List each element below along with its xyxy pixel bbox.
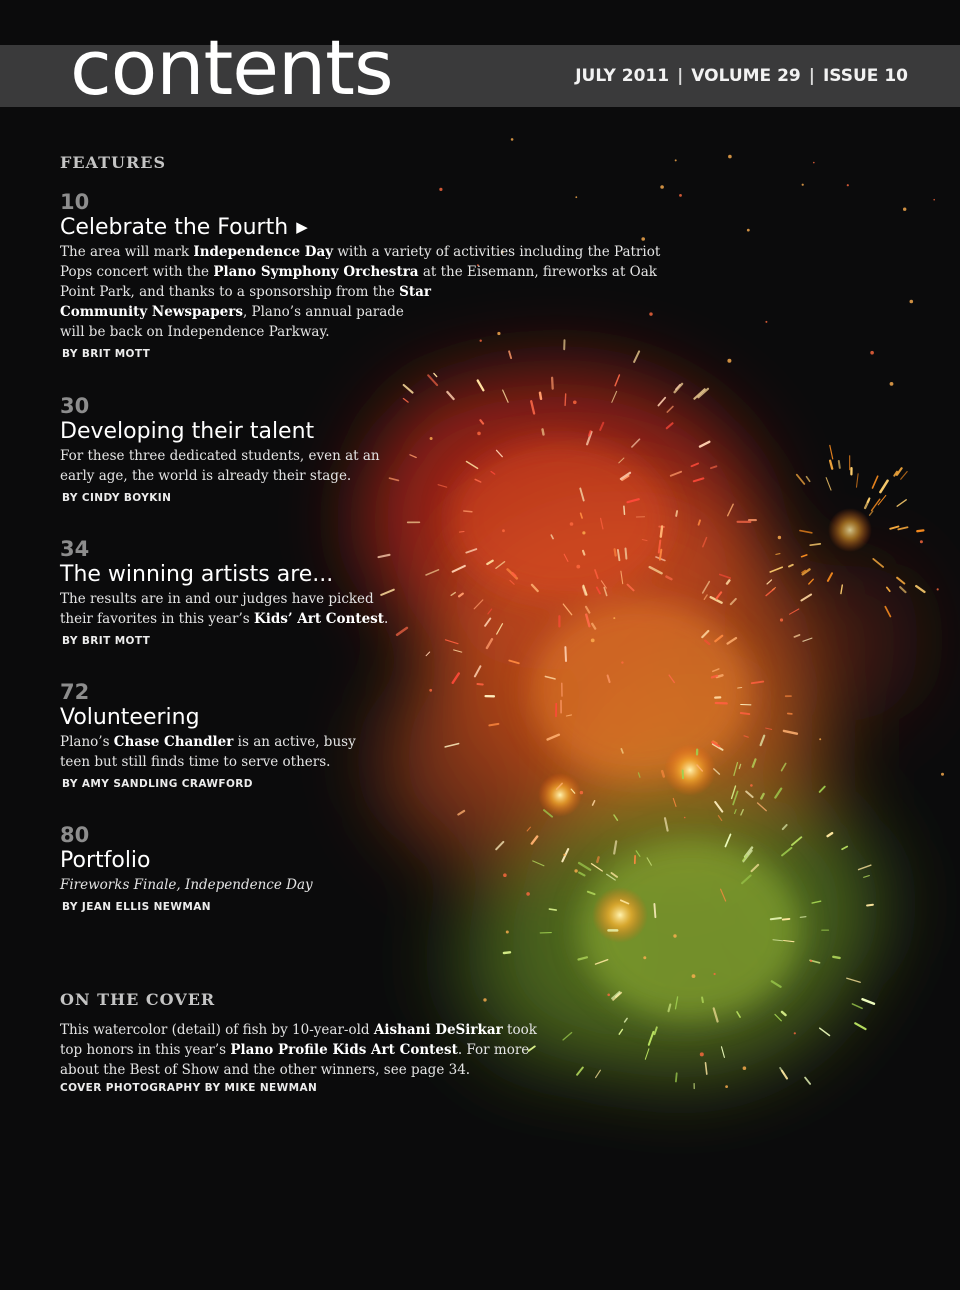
ember-dot [502, 529, 505, 532]
ember-dot [819, 738, 821, 740]
page-number: 80 [60, 823, 90, 847]
feature-title-link[interactable]: Developing their talent [60, 419, 315, 444]
cover-heading: ON THE COVER [60, 990, 216, 1009]
ember-dot [526, 892, 530, 896]
feature-entry[interactable] [60, 823, 313, 913]
ember-dot [573, 401, 577, 405]
firework-spark [890, 527, 898, 529]
firework-spark [675, 384, 683, 392]
firework-spark [916, 586, 924, 592]
ember-dot [483, 998, 486, 1001]
firework-spark [676, 1073, 677, 1081]
ember-dot [847, 184, 849, 186]
ember-dot [580, 791, 583, 794]
ember-dot [607, 994, 610, 997]
ember-dot [429, 689, 432, 692]
ember-dot [813, 162, 815, 164]
issue-month: JULY 2011 [575, 66, 670, 86]
firework-spark [776, 554, 780, 555]
ember-dot [870, 351, 874, 355]
feature-description: Plano’s Chase Chandler is an active, busy teen but still finds time to serve others. [60, 734, 356, 770]
ember-dot [750, 784, 753, 787]
firework-spark [660, 550, 661, 560]
page-number: 34 [60, 537, 90, 561]
ember-dot [684, 817, 686, 819]
firework-spark [583, 551, 584, 555]
firework-spark [738, 688, 742, 689]
ember-dot [621, 661, 623, 663]
ember-dot [941, 773, 944, 776]
firework-spark [863, 999, 875, 1004]
play-arrow-icon[interactable]: ▶ [296, 218, 308, 236]
ember-dot [890, 382, 894, 386]
cover-note [60, 1019, 537, 1094]
firework-spark [783, 919, 790, 920]
firework-spark [460, 532, 465, 533]
cover-credit: COVER PHOTOGRAPHY BY MIKE NEWMAN [60, 1082, 318, 1094]
firework-spark [867, 905, 873, 906]
page-number: 72 [60, 680, 90, 704]
firework-spark [565, 647, 566, 661]
feature-title-link[interactable]: The winning artists are... [60, 562, 334, 587]
firework-spark [676, 511, 677, 516]
feature-title-link[interactable]: Volunteering [60, 705, 200, 730]
firework-spark [805, 1078, 810, 1084]
feature-byline: BY BRIT MOTT [62, 635, 151, 647]
ember-dot [700, 1052, 704, 1056]
issue-number: ISSUE 10 [822, 66, 908, 86]
issue-info [575, 66, 908, 86]
firework-spark [577, 1068, 583, 1075]
ember-dot [643, 956, 646, 959]
feature-description: The area will mark Independence Day with a variety of activities including the Patriot Pops concert with the Plano Symphony Orchestra at the Eisemann, fireworks at Oak Point Park, and thanks to a sponsorship from the Star Community Newspapers, Plano’s annual parade will be back on Independence Parkway. [60, 244, 661, 340]
firework-spark [426, 652, 430, 656]
firework-spark [830, 461, 832, 469]
firework-spark [800, 531, 812, 533]
ember-dot [591, 639, 595, 643]
firework-spark [820, 1028, 830, 1035]
firework-spark [434, 373, 437, 376]
firework-spark [699, 520, 700, 524]
issue-separator: | [677, 66, 684, 86]
feature-entry[interactable] [60, 394, 380, 504]
issue-separator: | [808, 66, 815, 86]
firework-spark [802, 555, 807, 557]
firework-spark [771, 918, 781, 919]
feature-entry[interactable] [60, 190, 660, 360]
firework-spark [800, 917, 806, 918]
ember-dot [574, 869, 577, 872]
feature-byline: BY CINDY BOYKIN [62, 492, 172, 504]
ember-dot [613, 617, 615, 619]
firework-spark [626, 549, 627, 559]
ember-dot [933, 199, 935, 201]
firework-spark [404, 385, 413, 393]
firework-spark [839, 461, 840, 468]
ember-dot [714, 973, 716, 975]
firework-spark [596, 1070, 601, 1077]
firework-spark [540, 393, 541, 399]
ember-dot [727, 359, 731, 363]
firework-spark [807, 477, 810, 482]
ember-dot [660, 185, 664, 189]
firework-spark [403, 399, 408, 403]
firework-spark [565, 394, 566, 406]
ember-dot [802, 184, 804, 186]
ember-dot [430, 437, 433, 440]
firework-spark [855, 1023, 865, 1029]
firework-spark [549, 909, 556, 910]
page-number: 30 [60, 394, 90, 418]
firework-spark [880, 481, 887, 492]
firework-spark [741, 713, 750, 714]
ember-dot [570, 522, 574, 526]
ember-dot [725, 1085, 728, 1088]
firework-spark [428, 375, 437, 385]
ember-dot [477, 432, 481, 436]
ember-dot [673, 934, 676, 937]
firework-spark [917, 530, 923, 531]
firework-spark [898, 527, 907, 529]
ember-dot [563, 854, 565, 856]
firework-spark [833, 957, 839, 958]
firework-spark [552, 378, 553, 389]
ember-dot [728, 155, 732, 159]
ember-dot [692, 974, 696, 978]
firework-spark [654, 904, 655, 917]
ember-dot [747, 229, 750, 232]
ember-dot [511, 138, 514, 141]
firework-spark [797, 475, 805, 484]
ember-dot [920, 540, 923, 543]
page-title: contents [70, 23, 393, 112]
firework-spark [712, 676, 717, 678]
feature-byline: BY AMY SANDLING CRAWFORD [62, 778, 253, 790]
firework-spark [901, 472, 907, 480]
ember-dot [506, 931, 509, 934]
feature-entry[interactable] [60, 537, 388, 647]
ember-dot [503, 873, 507, 877]
ember-dot [780, 618, 783, 621]
page-number: 10 [60, 190, 90, 214]
feature-byline: BY JEAN ELLIS NEWMAN [62, 901, 211, 913]
ember-dot [679, 194, 682, 197]
firework-spark [589, 431, 591, 435]
firework-spark [857, 474, 859, 487]
firework-spark [615, 549, 616, 555]
cover-description: This watercolor (detail) of fish by 10-year-old Aishani DeSirkar took top honors in this year’s Plano Profile Kids Art Contest. For more about the Best of Show and the other winners, see page 34. [60, 1022, 537, 1078]
ember-dot [576, 565, 580, 569]
firework-spark [661, 527, 662, 537]
firework-spark [852, 1004, 862, 1008]
firework-spark [597, 857, 598, 862]
features-heading: FEATURES [60, 153, 166, 172]
ember-dot [937, 588, 939, 590]
feature-description: For these three dedicated students, even at an early age, the world is already their stage. [60, 448, 380, 484]
feature-title-link[interactable]: Celebrate the Fourth ▶ [60, 215, 308, 240]
firework-spark [702, 998, 703, 1003]
feature-description: Fireworks Finale, Independence Day [60, 877, 313, 893]
firework-spark [464, 511, 472, 512]
feature-entry[interactable] [60, 680, 356, 790]
issue-volume: VOLUME 29 [691, 66, 801, 86]
ember-dot [582, 531, 585, 534]
firework-spark [662, 771, 664, 776]
firework-spark [873, 476, 878, 488]
firework-spark [870, 511, 873, 515]
feature-byline: BY BRIT MOTT [62, 348, 151, 360]
firework-spark [830, 445, 833, 459]
firework-spark [397, 628, 407, 635]
ember-dot [778, 536, 781, 539]
firework-spark [897, 500, 906, 506]
ember-dot [794, 1032, 796, 1034]
firework-spark [782, 1071, 787, 1079]
ember-dot [743, 1066, 747, 1070]
ember-dot [910, 300, 914, 304]
firework-spark [809, 579, 813, 584]
firework-spark [826, 478, 831, 490]
firework-spark [543, 429, 544, 434]
feature-description: The results are in and our judges have picked their favorites in this year’s Kids’ Art Contest. [60, 591, 389, 627]
ember-dot [810, 960, 812, 962]
firework-spark [789, 565, 793, 567]
ember-dot [765, 321, 767, 323]
firework-spark [810, 544, 820, 545]
firework-spark [624, 506, 625, 514]
firework-spark [478, 684, 483, 685]
firework-spark [504, 952, 510, 953]
ember-dot [675, 159, 677, 161]
feature-title-link[interactable]: Portfolio [60, 848, 151, 873]
ember-dot [903, 208, 906, 211]
